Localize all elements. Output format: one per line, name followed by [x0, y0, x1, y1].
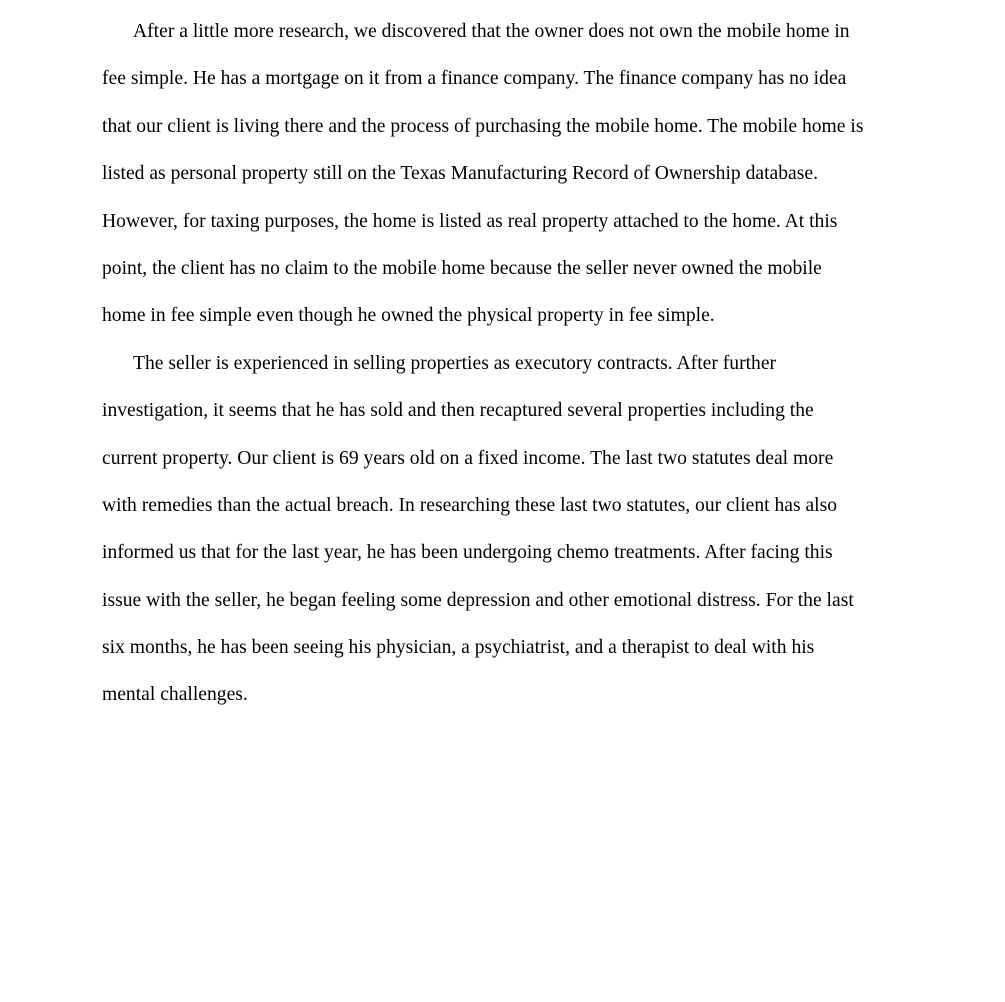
paragraph-2 — [102, 340, 912, 719]
paragraph-line: point, the client has no claim to the mobile home because the seller never owned the mobile — [102, 257, 822, 279]
paragraph-line: fee simple. He has a mortgage on it from a finance company. The finance company has no idea — [102, 68, 847, 90]
paragraph-line: investigation, it seems that he has sold and then recaptured several properties including the — [102, 400, 814, 422]
paragraph-line: However, for taxing purposes, the home is listed as real property attached to the home. At this — [102, 210, 838, 232]
paragraph-line: listed as personal property still on the Texas Manufacturing Record of Ownership database. — [102, 163, 818, 185]
document-body — [102, 8, 912, 719]
paragraph-line: that our client is living there and the process of purchasing the mobile home. The mobile home is — [102, 115, 864, 137]
paragraph-line: issue with the seller, he began feeling some depression and other emotional distress. For the last — [102, 589, 854, 611]
paragraph-line: informed us that for the last year, he has been undergoing chemo treatments. After facing this — [102, 542, 833, 564]
paragraph-line: The seller is experienced in selling properties as executory contracts. After further — [133, 352, 777, 374]
paragraph-line: After a little more research, we discovered that the owner does not own the mobile home in — [133, 21, 850, 42]
paragraph-line: six months, he has been seeing his physician, a psychiatrist, and a therapist to deal with his — [102, 637, 815, 659]
paragraph-line: with remedies than the actual breach. In researching these last two statutes, our client has also — [102, 494, 838, 516]
paragraph-line: current property. Our client is 69 years old on a fixed income. The last two statutes deal more — [102, 447, 834, 469]
paragraph-1 — [102, 8, 912, 340]
paragraph-line: home in fee simple even though he owned the physical property in fee simple. — [102, 305, 715, 327]
paragraph-line: mental challenges. — [102, 684, 248, 706]
